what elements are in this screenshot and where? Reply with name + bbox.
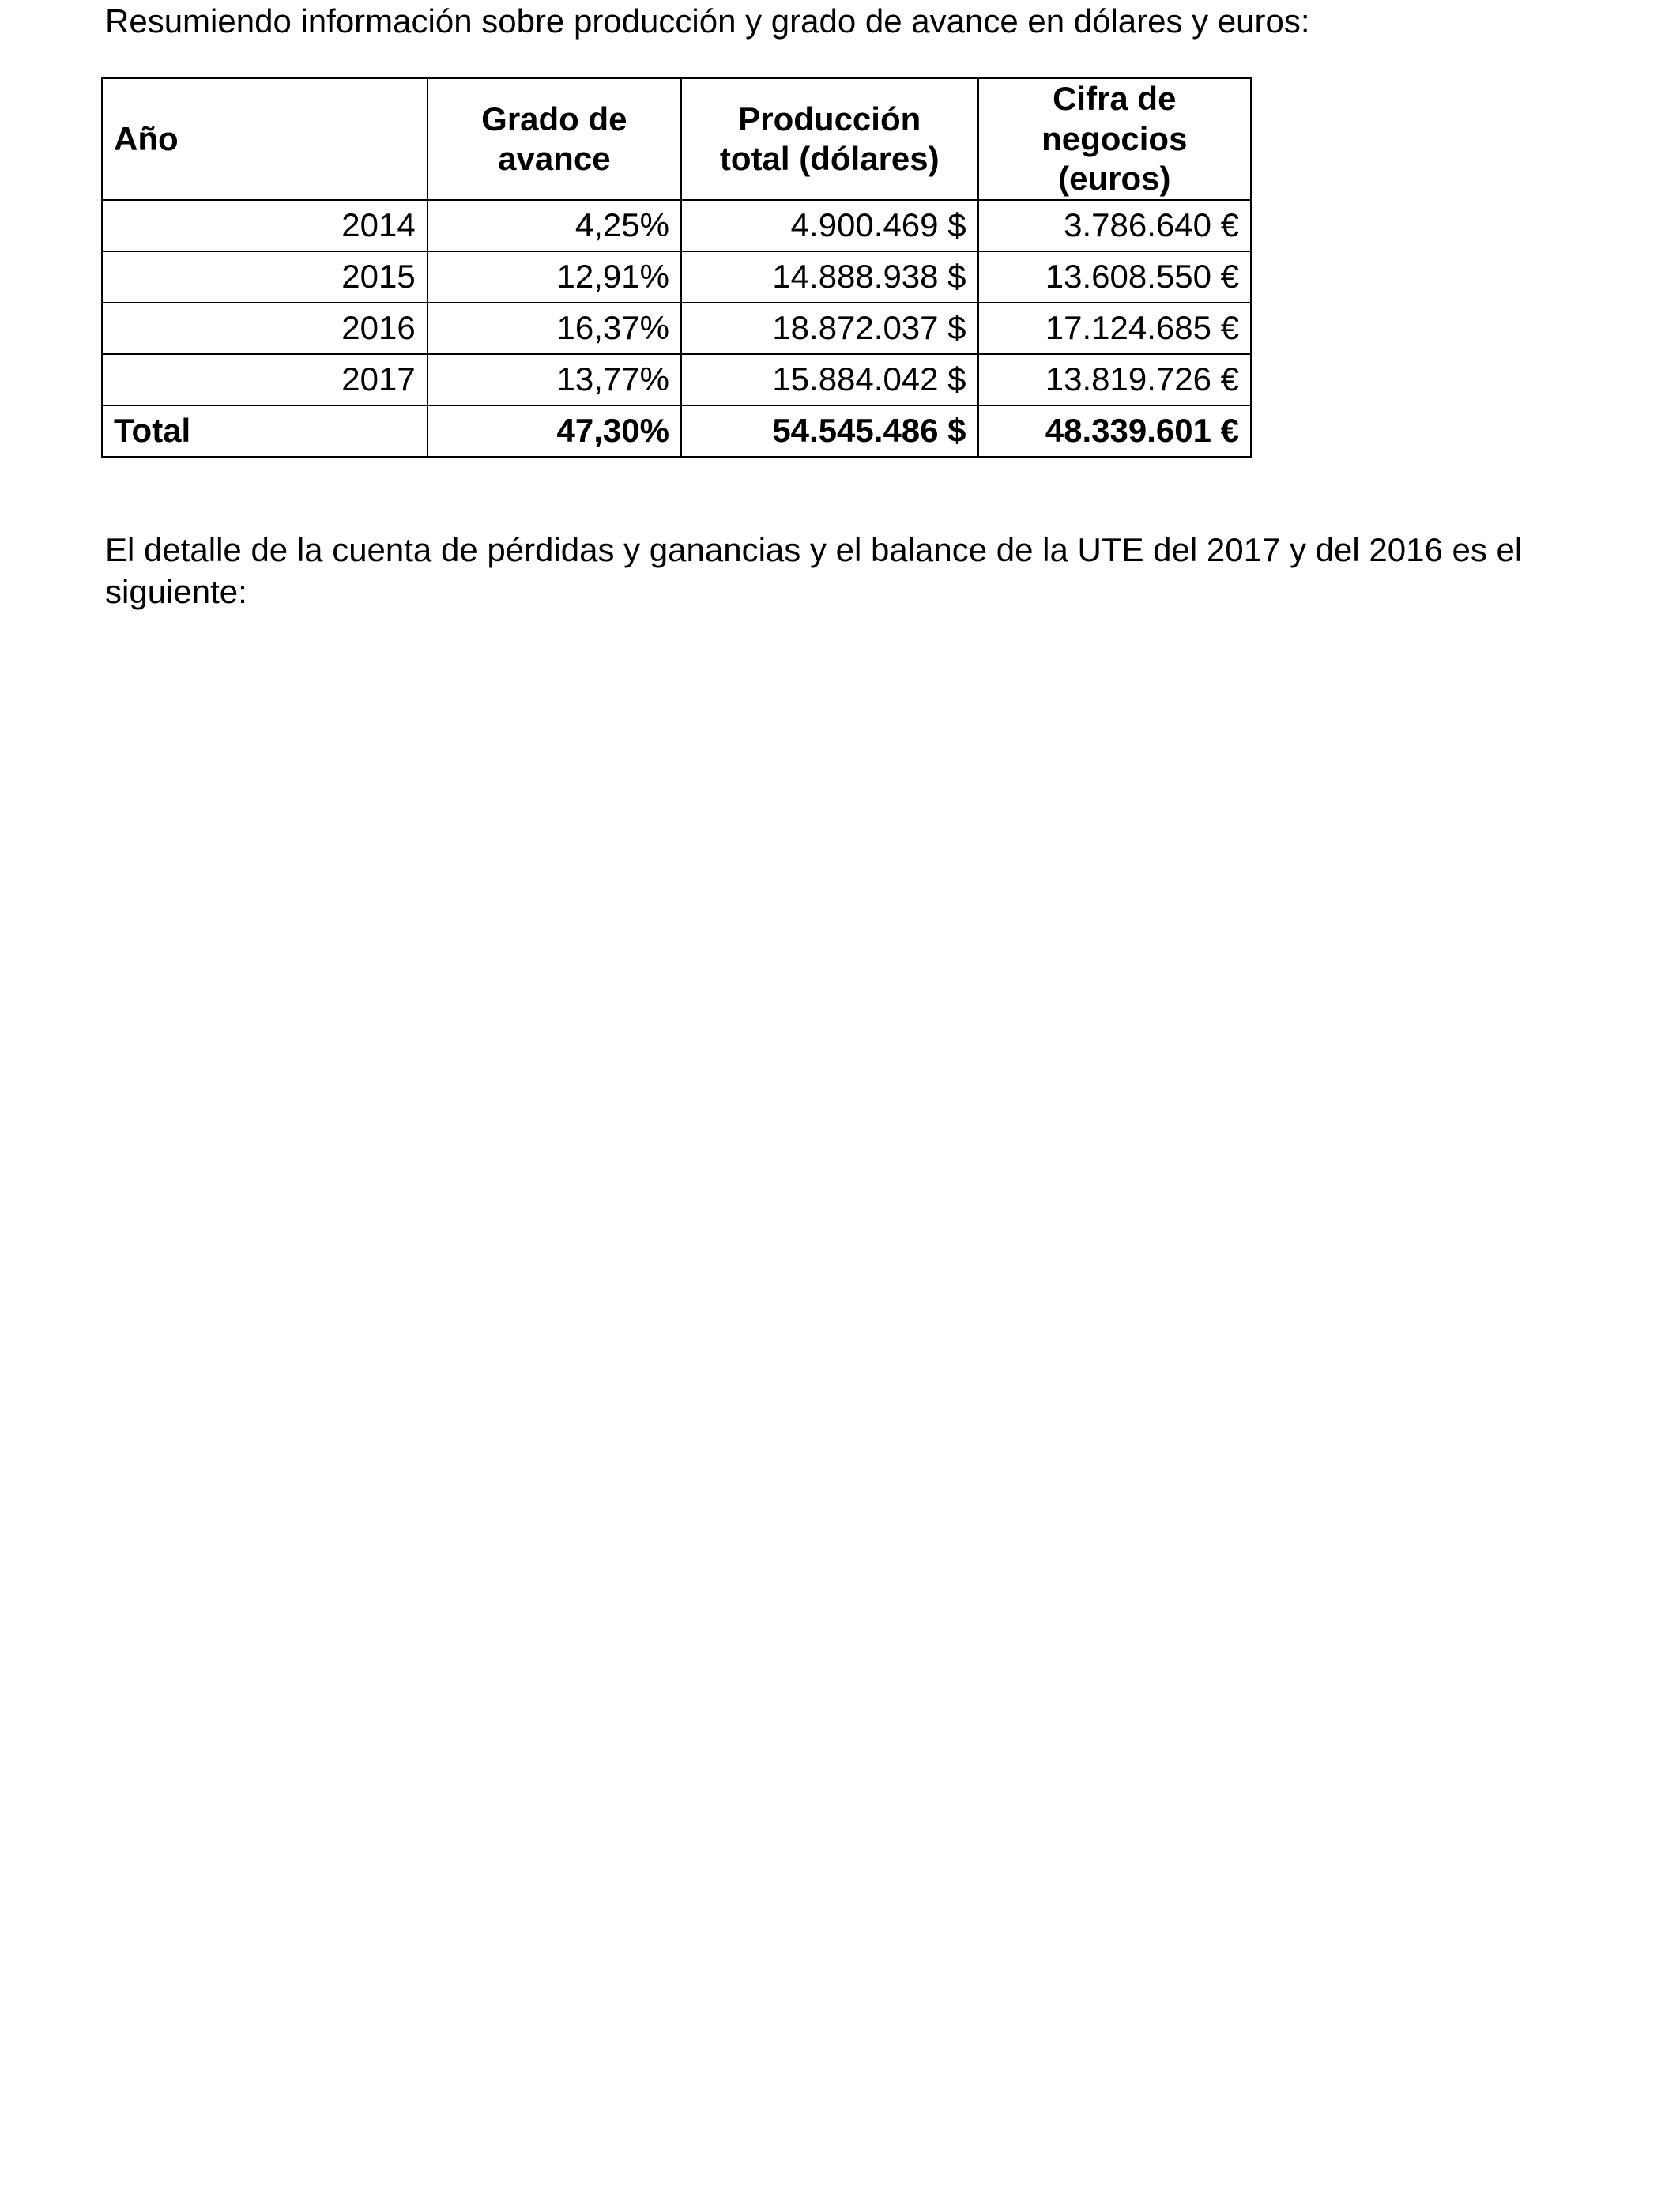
header-grade: [428, 78, 681, 200]
cell-production: 15.884.042 $: [681, 354, 978, 405]
cell-production: 4.900.469 $: [681, 200, 978, 251]
header-cifra: [978, 78, 1251, 200]
cell-production: 14.888.938 $: [681, 251, 978, 303]
cell-year: 2014: [102, 200, 428, 251]
header-year-label: Año: [114, 119, 179, 157]
header-grade-line2: avance: [498, 140, 611, 177]
cell-year: 2016: [102, 303, 428, 354]
cell-cifra: 17.124.685 €: [978, 303, 1251, 354]
intro-paragraph: Resumiendo información sobre producción y grado de avance en dólares y euros:: [105, 2, 1310, 40]
cell-production: 18.872.037 $: [681, 303, 978, 354]
header-production-line1: Producción: [738, 100, 921, 138]
cell-cifra: 13.608.550 €: [978, 251, 1251, 303]
table-row: [102, 200, 1251, 251]
total-grade: 47,30%: [428, 405, 681, 457]
cell-cifra: 13.819.726 €: [978, 354, 1251, 405]
total-label: Total: [102, 405, 428, 457]
detail-paragraph: El detalle de la cuenta de pérdidas y ganancias y el balance de la UTE del 2017 y del 2016 es el siguiente:: [105, 531, 1523, 610]
header-row: [102, 78, 1251, 200]
header-cifra-line3: (euros): [1058, 160, 1171, 198]
total-row: [102, 405, 1251, 457]
header-cifra-line2: negocios: [1042, 119, 1188, 157]
cell-grade: 12,91%: [428, 251, 681, 303]
cell-grade: 4,25%: [428, 200, 681, 251]
table-row: [102, 251, 1251, 303]
total-production: 54.545.486 $: [681, 405, 978, 457]
header-year: [102, 78, 428, 200]
table-row: [102, 354, 1251, 405]
cell-year: 2017: [102, 354, 428, 405]
header-grade-line1: Grado de: [481, 100, 627, 138]
cell-cifra: 3.786.640 €: [978, 200, 1251, 251]
header-cifra-line1: Cifra de: [1053, 80, 1177, 118]
total-cifra: 48.339.601 €: [978, 405, 1251, 457]
production-summary-table: [101, 77, 1252, 458]
cell-grade: 13,77%: [428, 354, 681, 405]
cell-year: 2015: [102, 251, 428, 303]
header-production-line2: total (dólares): [719, 140, 940, 177]
header-production: [681, 78, 978, 200]
cell-grade: 16,37%: [428, 303, 681, 354]
table-header: [102, 78, 1251, 200]
table-body: [102, 200, 1251, 457]
table-row: [102, 303, 1251, 354]
